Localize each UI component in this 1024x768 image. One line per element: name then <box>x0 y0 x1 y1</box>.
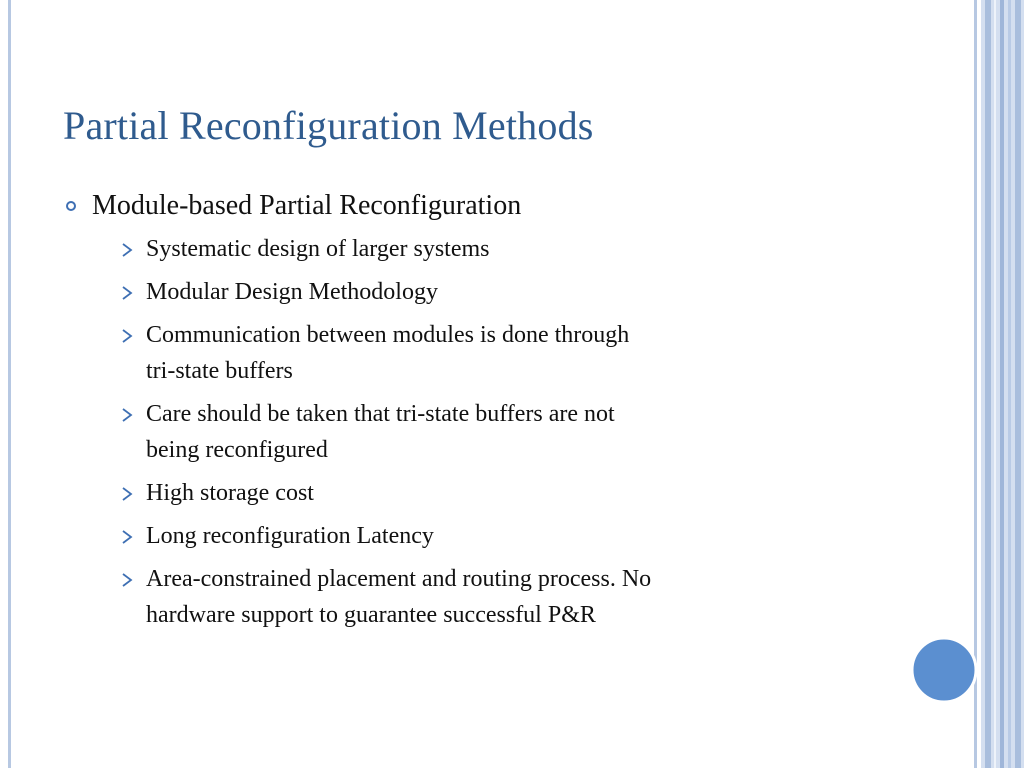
main-bullet-text: Module-based Partial Reconfiguration <box>92 190 522 221</box>
sub-bullet-text: Long reconfiguration Latency <box>146 523 434 549</box>
arrow-bullet-icon <box>119 231 135 267</box>
arrow-bullet-icon <box>119 518 135 554</box>
arrow-bullet-icon <box>119 561 135 597</box>
slide-title: Partial Reconfiguration Methods <box>63 103 594 148</box>
sub-bullet-item <box>119 475 904 511</box>
band-stripe <box>1015 0 1021 768</box>
sub-bullet-item <box>119 274 904 310</box>
sub-bullet-text: Care should be taken that tri-state buffers are not <box>146 401 615 427</box>
sub-bullet-text: Systematic design of larger systems <box>146 236 490 262</box>
arrow-bullet-icon <box>119 317 135 353</box>
sub-bullet-text-continued: being reconfigured <box>146 437 328 463</box>
sub-bullet-item <box>119 317 904 389</box>
sub-bullet-item <box>119 231 904 267</box>
band-stripe <box>985 0 991 768</box>
slide-content <box>64 187 904 640</box>
sub-bullet-text-continued: tri-state buffers <box>146 358 293 384</box>
arrow-bullet-icon <box>119 274 135 310</box>
left-frame-line <box>8 0 11 768</box>
band-stripe <box>994 0 996 768</box>
sub-bullet-item <box>119 396 904 468</box>
main-bullet-item <box>64 187 904 225</box>
band-stripe <box>1008 0 1011 768</box>
sub-bullet-item <box>119 561 904 633</box>
sub-bullet-text: High storage cost <box>146 480 314 506</box>
sub-bullet-text: Modular Design Methodology <box>146 279 438 305</box>
circle-ornament <box>910 636 978 704</box>
sub-bullet-text: Communication between modules is done through <box>146 322 630 348</box>
sub-bullet-text-continued: hardware support to guarantee successful P&R <box>146 602 596 628</box>
sub-bullet-text: Area-constrained placement and routing process. No <box>146 566 652 592</box>
arrow-bullet-icon <box>119 396 135 432</box>
ring-bullet-icon <box>66 201 76 211</box>
sub-bullet-list <box>64 231 904 633</box>
sub-bullet-item <box>119 518 904 554</box>
band-stripe <box>1000 0 1004 768</box>
arrow-bullet-icon <box>119 475 135 511</box>
